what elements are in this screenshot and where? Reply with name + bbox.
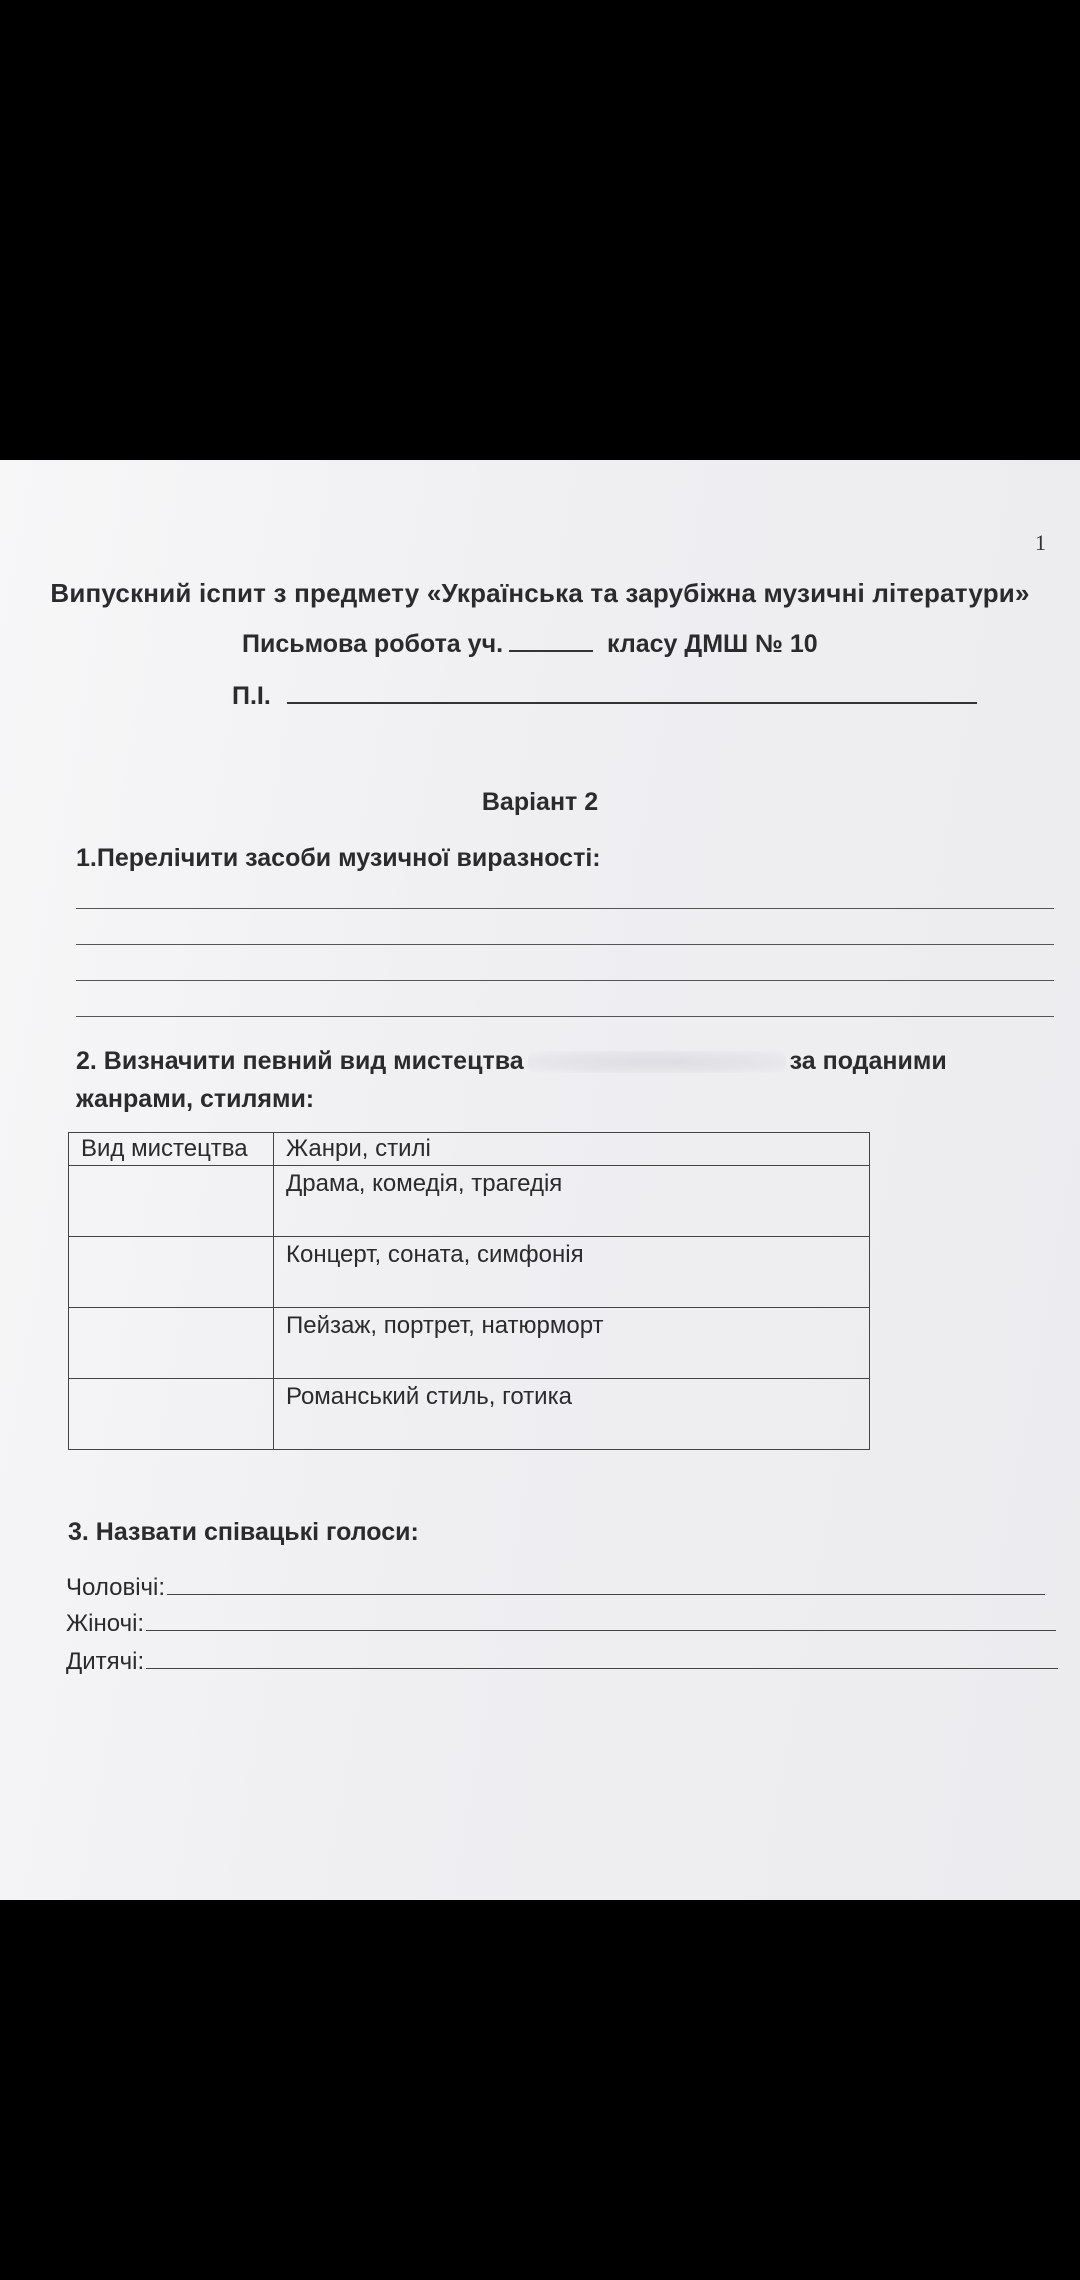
name-line bbox=[232, 682, 977, 711]
voice-line-children bbox=[66, 1648, 1058, 1676]
answer-line bbox=[76, 980, 1054, 981]
voice-line-female bbox=[66, 1610, 1056, 1638]
voice-label: Чоловічі: bbox=[66, 1574, 166, 1601]
table-row bbox=[69, 1237, 870, 1308]
answer-line bbox=[76, 908, 1054, 909]
question-1: 1.Перелічити засоби музичної виразності: bbox=[76, 844, 601, 872]
name-blank bbox=[287, 686, 977, 704]
question-3: 3. Назвати співацькі голоси: bbox=[68, 1518, 419, 1546]
genres-cell: Концерт, соната, симфонія bbox=[274, 1237, 870, 1308]
answer-line bbox=[76, 944, 1054, 945]
voice-blank bbox=[167, 1576, 1045, 1595]
voice-blank bbox=[146, 1612, 1056, 1631]
art-cell bbox=[69, 1308, 274, 1379]
exam-title: Випускний іспит з предмету «Українська та зарубіжна музичні літератури» bbox=[50, 578, 1030, 608]
voice-label: Дитячі: bbox=[66, 1648, 145, 1675]
voice-line-male bbox=[66, 1574, 1045, 1602]
genres-cell: Драма, комедія, трагедія bbox=[274, 1166, 870, 1237]
table-header-row bbox=[69, 1133, 870, 1166]
header-art-type: Вид мистецтва bbox=[69, 1133, 274, 1166]
page-number: 1 bbox=[1035, 530, 1046, 555]
question-2-text-end: за поданими жанрами, стилями: bbox=[76, 1047, 947, 1113]
answer-line bbox=[76, 1016, 1054, 1017]
student-line bbox=[242, 630, 818, 659]
blurred-text bbox=[528, 1051, 786, 1073]
genres-cell: Пейзаж, портрет, натюрморт bbox=[274, 1308, 870, 1379]
arts-table bbox=[68, 1132, 870, 1450]
written-work-label: Письмова робота уч. bbox=[242, 630, 504, 658]
student-blank bbox=[509, 632, 593, 652]
table-row bbox=[69, 1166, 870, 1237]
header-genres: Жанри, стилі bbox=[274, 1133, 870, 1166]
question-2-text-start: 2. Визначити певний вид мистецтва bbox=[76, 1047, 524, 1075]
table-row bbox=[69, 1308, 870, 1379]
voice-blank bbox=[146, 1650, 1058, 1669]
voice-label: Жіночі: bbox=[66, 1610, 145, 1637]
table-row bbox=[69, 1379, 870, 1450]
genres-cell: Романський стиль, готика bbox=[274, 1379, 870, 1450]
art-cell bbox=[69, 1166, 274, 1237]
class-label: класу ДМШ № 10 bbox=[607, 630, 818, 658]
art-cell bbox=[69, 1379, 274, 1450]
exam-sheet bbox=[0, 460, 1080, 1900]
question-2 bbox=[76, 1042, 976, 1118]
name-label: П.І. bbox=[232, 682, 271, 710]
variant-heading: Варіант 2 bbox=[481, 788, 599, 816]
art-cell bbox=[69, 1237, 274, 1308]
